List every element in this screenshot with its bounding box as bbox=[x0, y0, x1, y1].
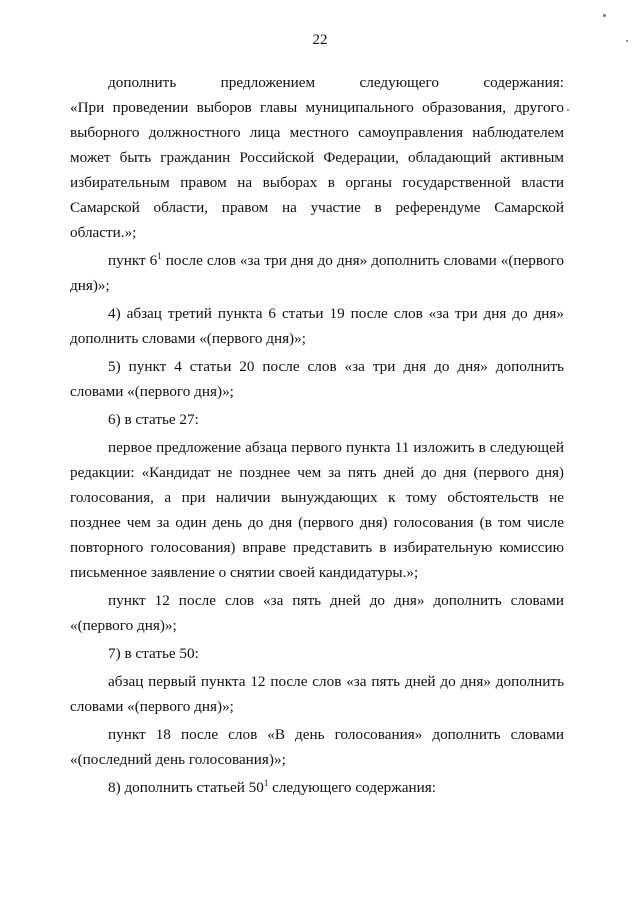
paragraph-point-6-1-end: после слов «за три дня до дня» дополнить словами «(первого дня)»; bbox=[70, 252, 564, 294]
superscript-1: 1 bbox=[157, 250, 162, 261]
paragraph-point-6-1 bbox=[70, 248, 564, 298]
paragraph-point-12: пункт 12 после слов «за пять дней до дня» дополнить словами «(первого дня)»; bbox=[70, 592, 564, 634]
document-body bbox=[70, 70, 564, 803]
paragraph-item-5: 5) пункт 4 статьи 20 после слов «за три дня до дня» дополнить словами «(первого дня)»; bbox=[70, 358, 564, 400]
scan-speck bbox=[603, 14, 606, 17]
paragraph-item-4: 4) абзац третий пункта 6 статьи 19 после слов «за три дня до дня» дополнить словами «(первого дня)»; bbox=[70, 305, 564, 347]
superscript-1: 1 bbox=[263, 777, 269, 788]
paragraph-abzac-first-point-12: абзац первый пункта 12 после слов «за пять дней до дня» дополнить словами «(первого дня)»; bbox=[70, 673, 564, 715]
paragraph-item-8 bbox=[70, 775, 564, 800]
paragraph-item-8-start: 8) дополнить статьей 50 bbox=[108, 779, 264, 796]
paragraph-item-6: 6) в статье 27: bbox=[108, 411, 199, 428]
paragraph-amendment-intro: дополнить предложением следующего содержания: bbox=[108, 74, 564, 91]
scan-speck bbox=[626, 40, 628, 42]
paragraph-point-6-1-start: пункт 6 bbox=[108, 252, 158, 269]
paragraph-point-18: пункт 18 после слов «В день голосования» дополнить словами «(последний день голосования)»; bbox=[70, 726, 564, 768]
scan-speck bbox=[567, 109, 569, 111]
paragraph-item-7: 7) в статье 50: bbox=[108, 645, 199, 662]
paragraph-observer-clause: «При проведении выборов главы муниципального образования, другого выборного должностного лица местного самоуправления наблюдателем может быть гражданин Российской Федерации, обладающий активным избирательным правом на выборах в органы государственной власти Самарской области, правом на участие в референдуме Самарской области.»; bbox=[70, 99, 564, 241]
page-number: 22 bbox=[312, 32, 328, 48]
paragraph-candidate-withdrawal: первое предложение абзаца первого пункта 11 изложить в следующей редакции: «Кандидат не позднее чем за пять дней до дня (первого дня) голосования, а при наличии вынуждающих к тому обстоятельств не позднее чем за один день до дня (первого дня) голосования (в том числе повторного голосования) вправе представить в избирательную комиссию письменное заявление о снятии своей кандидатуры.»; bbox=[70, 439, 564, 581]
paragraph-item-8-end: следующего содержания: bbox=[268, 779, 436, 796]
